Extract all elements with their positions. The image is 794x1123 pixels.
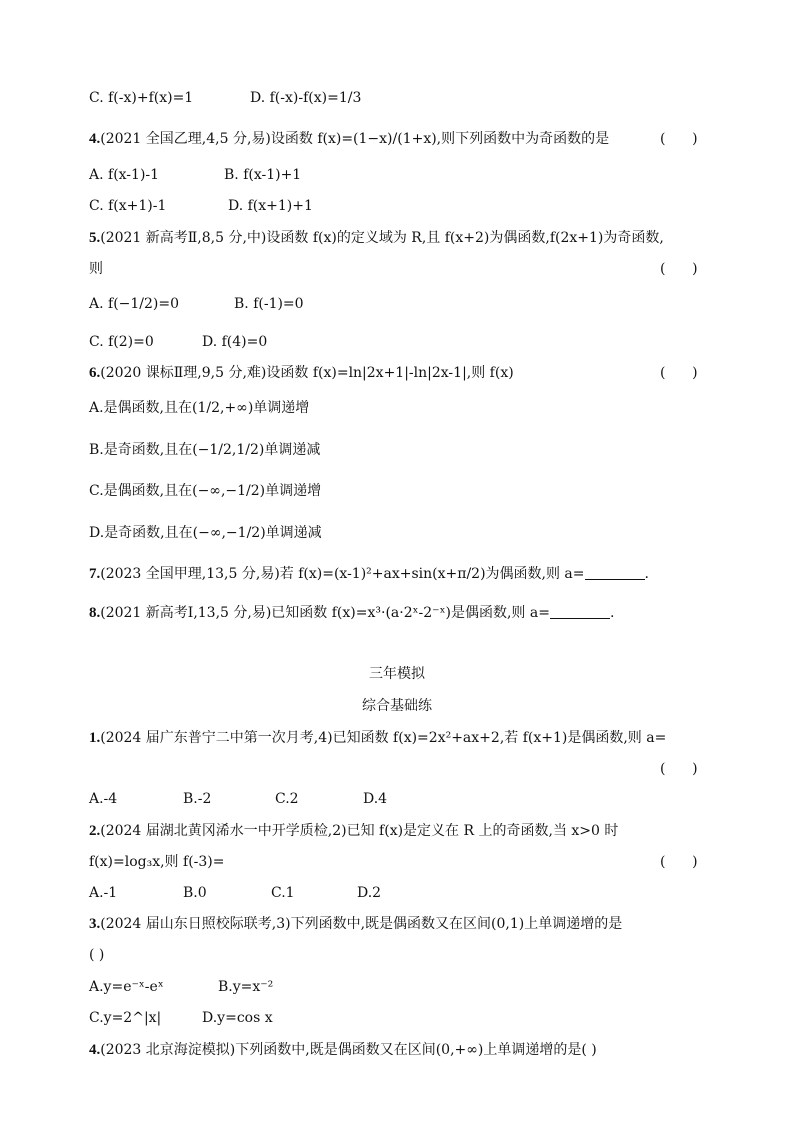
question-number: 5. [89,230,101,246]
period: . [644,566,649,582]
option-a: A.是偶函数,且在(1/2,+∞)单调递增 [89,400,310,416]
option-b: B. f(-1)=0 [234,296,304,312]
question-text: (2024 届广东普宁二中第一次月考,4)已知函数 f(x)=2x²+ax+2,若 f(x+1)是偶函数,则 a= [100,730,667,746]
option-d: D.4 [363,791,388,807]
period: . [609,605,615,621]
question-text-continued: f(x)=log₃x,则 f(-3)= [89,854,225,870]
option-b: B.0 [183,885,207,901]
question-m1 [89,728,666,748]
question-m3 [89,914,622,934]
option-c: C. f(2)=0 [89,334,154,350]
option-c: C. f(x+1)-1 [89,198,167,214]
question-text: (2021 全国乙理,4,5 分,易)设函数 f(x)=(1−x)/(1+x),则下列函数中为奇函数的是 [100,131,610,147]
question-4 [89,129,609,149]
answer-bracket: ( ) [660,131,698,147]
question-8 [89,603,614,623]
option-c: C.y=2^|x| [89,1010,162,1026]
option-a: A.-1 [89,885,118,901]
option-d: D.y=cos x [202,1010,273,1026]
option-a: A. f(x-1)-1 [89,167,160,183]
question-text: (2020 课标Ⅱ理,9,5 分,难)设函数 f(x)=ln|2x+1|-ln|2x-1|,则 f(x) [100,365,514,381]
section-title: 三年模拟 [369,666,425,682]
answer-blank[interactable] [550,604,610,619]
question-number: 1. [89,730,101,746]
option-c: C.1 [271,885,295,901]
question-7 [89,564,649,584]
question-m4 [89,1040,597,1060]
option-d: D. f(-x)-f(x)=1/3 [250,90,362,106]
question-text: (2023 全国甲理,13,5 分,易)若 f(x)=(x-1)²+ax+sin(x+π/2)为偶函数,则 a= [100,566,585,582]
section-subtitle: 综合基础练 [362,698,432,714]
option-d: D. f(4)=0 [202,334,268,350]
question-text: (2023 北京海淀模拟)下列函数中,既是偶函数又在区间(0,+∞)上单调递增的是( ) [100,1042,597,1058]
answer-bracket: ( ) [660,365,698,381]
question-text: (2021 新高考Ⅱ,8,5 分,中)设函数 f(x)的定义域为 R,且 f(x+2)为偶函数,f(2x+1)为奇函数, [100,230,664,246]
option-b: B.-2 [183,791,212,807]
option-a: A.-4 [89,791,118,807]
question-number: 3. [89,916,101,932]
answer-bracket: ( ) [89,947,105,963]
answer-bracket: ( ) [660,261,698,277]
question-5 [89,228,664,248]
option-c: C.是偶函数,且在(−∞,−1/2)单调递增 [89,483,322,499]
question-number: 2. [89,823,101,839]
option-a: A. f(−1/2)=0 [89,296,180,312]
option-c: C.2 [275,791,299,807]
question-number: 4. [89,131,101,147]
question-m2 [89,821,618,841]
answer-bracket: ( ) [660,761,698,777]
question-number: 8. [89,605,101,621]
question-6 [89,363,514,383]
answer-bracket: ( ) [660,854,698,870]
option-d: D. f(x+1)+1 [228,198,313,214]
option-a: A.y=e⁻ˣ-eˣ [89,979,164,995]
option-b: B. f(x-1)+1 [224,167,302,183]
option-d: D.2 [357,885,382,901]
option-c: C. f(-x)+f(x)=1 [89,90,194,106]
question-number: 6. [89,365,101,381]
option-d: D.是奇函数,且在(−∞,−1/2)单调递减 [89,525,322,541]
question-text: (2021 新高考Ⅰ,13,5 分,易)已知函数 f(x)=x³·(a·2ˣ-2⁻ˣ)是偶函数,则 a= [100,605,550,621]
question-text-continued: 则 [89,261,103,277]
question-number: 4. [89,1042,101,1058]
option-b: B.是奇函数,且在(−1/2,1/2)单调递减 [89,442,321,458]
option-b: B.y=x⁻² [218,979,274,995]
question-text: (2024 届山东日照校际联考,3)下列函数中,既是偶函数又在区间(0,1)上单调递增的是 [100,916,623,932]
question-number: 7. [89,566,101,582]
answer-blank[interactable] [585,565,645,580]
question-text: (2024 届湖北黄冈浠水一中开学质检,2)已知 f(x)是定义在 R 上的奇函数,当 x>0 时 [100,823,619,839]
